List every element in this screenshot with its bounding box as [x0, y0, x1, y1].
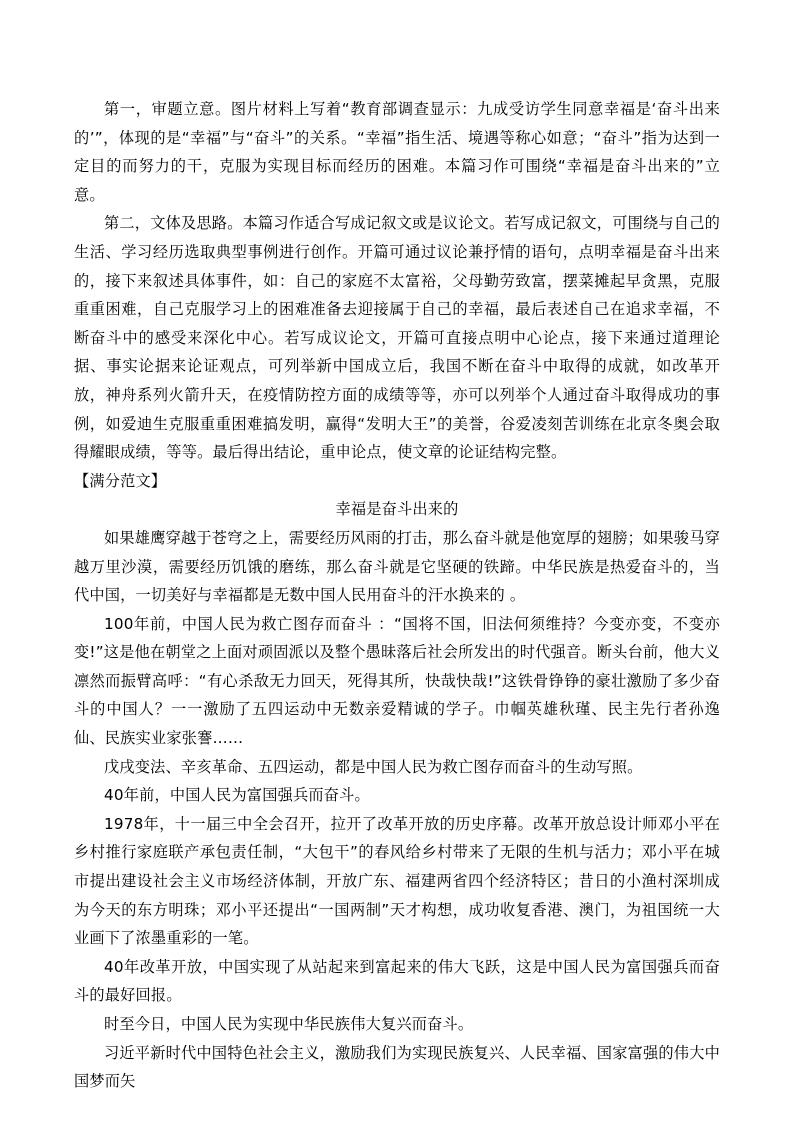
essay-paragraph-8: 习近平新时代中国特色社会主义，激励我们为实现民族复兴、人民幸福、国家富强的伟大中国梦而矢 — [74, 1043, 720, 1091]
essay-paragraph-3: 戊戌变法、辛亥革命、五四运动，都是中国人民为救亡图存而奋斗的生动写照。 — [104, 757, 643, 776]
essay-paragraph-5: 1978年，十一届三中全会召开，拉开了改革开放的历史序幕。改革开放总设计师邓小平在乡村推行家庭联产承包责任制，“大包干”的春风给乡村带来了无限的生机与活力；邓小平在城市提出建设社会主义市场经济体制，开放广东、福建两省四个经济特区；昔日的小渔村深圳成为今天的东方明珠；邓小平还提出“一国两制”天才构想，成功收复香港、澳门，为祖国统一大业画下了浓墨重彩的一笔。 — [74, 814, 720, 948]
essay-paragraph-1: 如果雄鹰穿越于苍穹之上，需要经历风雨的打击，那么奋斗就是他宽厚的翅膀；如果骏马穿越万里沙漠，需要经历饥饿的磨练，那么奋斗就是它坚硬的铁蹄。中华民族是热爱奋斗的，当代中国，一切美好与幸福都是无数中国人民用奋斗的汗水换来的 。 — [74, 528, 720, 605]
essay-title: 幸福是奋斗出来的 — [335, 500, 459, 519]
essay-paragraph-2: 100年前，中国人民为救亡图存而奋斗 ：“国将不国，旧法何须维持？今变亦变，不变亦变!”这是他在朝堂之上面对顽固派以及整个愚昧落后社会所发出的时代强音。断头台前，他大义凛然而振臂高呼：“有心杀敌无力回天，死得其所，快哉快哉!”这铁骨铮铮的豪壮激励了多少奋斗的中国人？一一激励了五四运动中无数亲爱精诚的学子。巾帼英雄秋瑾、民主先行者孙逸仙、民族实业家张謇…… — [74, 614, 720, 748]
essay-paragraph-7: 时至今日，中国人民为实现中华民族伟大复兴而奋斗。 — [104, 1015, 474, 1033]
essay-paragraph-6: 40年改革开放，中国实现了从站起来到富起来的伟大飞跃，这是中国人民为富国强兵而奋斗的最好回报。 — [74, 957, 720, 1005]
analysis-paragraph-2: 第二，文体及思路。本篇习作适合写成记叙文或是议论文。若写成记叙文，可围绕与自己的生活、学习经历选取典型事例进行创作。开篇可通过议论兼抒情的语句，点明幸福是奋斗出来的，接下来叙述具体事件，如：自己的家庭不太富裕，父母勤劳致富，摆菜摊起早贪黑，克服重重困难，自己克服学习上的困难准备去迎接属于自己的幸福，最后表述自己在追求幸福，不断奋斗中的感受来深化中心。若写成议论文，开篇可直接点明中心论点，接下来通过道理论据、事实论据来论证观点，可列举新中国成立后，我国不断在奋斗中取得的成就，如改革开放，神舟系列火箭升天，在疫情防控方面的成绩等等，亦可以列举个人通过奋斗取得成功的事例，如爱迪生克服重重困难搞发明，赢得“发明大王”的美誉，谷爱凌刻苦训练在北京冬奥会取得耀眼成绩，等等。最后得出结论，重申论点，使文章的论证结构完整。 — [74, 214, 720, 462]
essay-paragraph-4: 40年前，中国人民为富国强兵而奋斗。 — [104, 786, 370, 805]
analysis-paragraph-1: 第一，审题立意。图片材料上写着“教育部调查显示：九成受访学生同意幸福是‘奋斗出来的’”，体现的是“幸福”与“奋斗”的关系。“幸福”指生活、境遇等称心如意；“奋斗”指为达到一定目的而努力的干，克服为实现目标而经历的困难。本篇习作可围绕“幸福是奋斗出来的”立意。 — [74, 100, 720, 204]
document-body — [74, 95, 720, 1096]
model-essay-label: 【满分范文】 — [74, 471, 167, 490]
